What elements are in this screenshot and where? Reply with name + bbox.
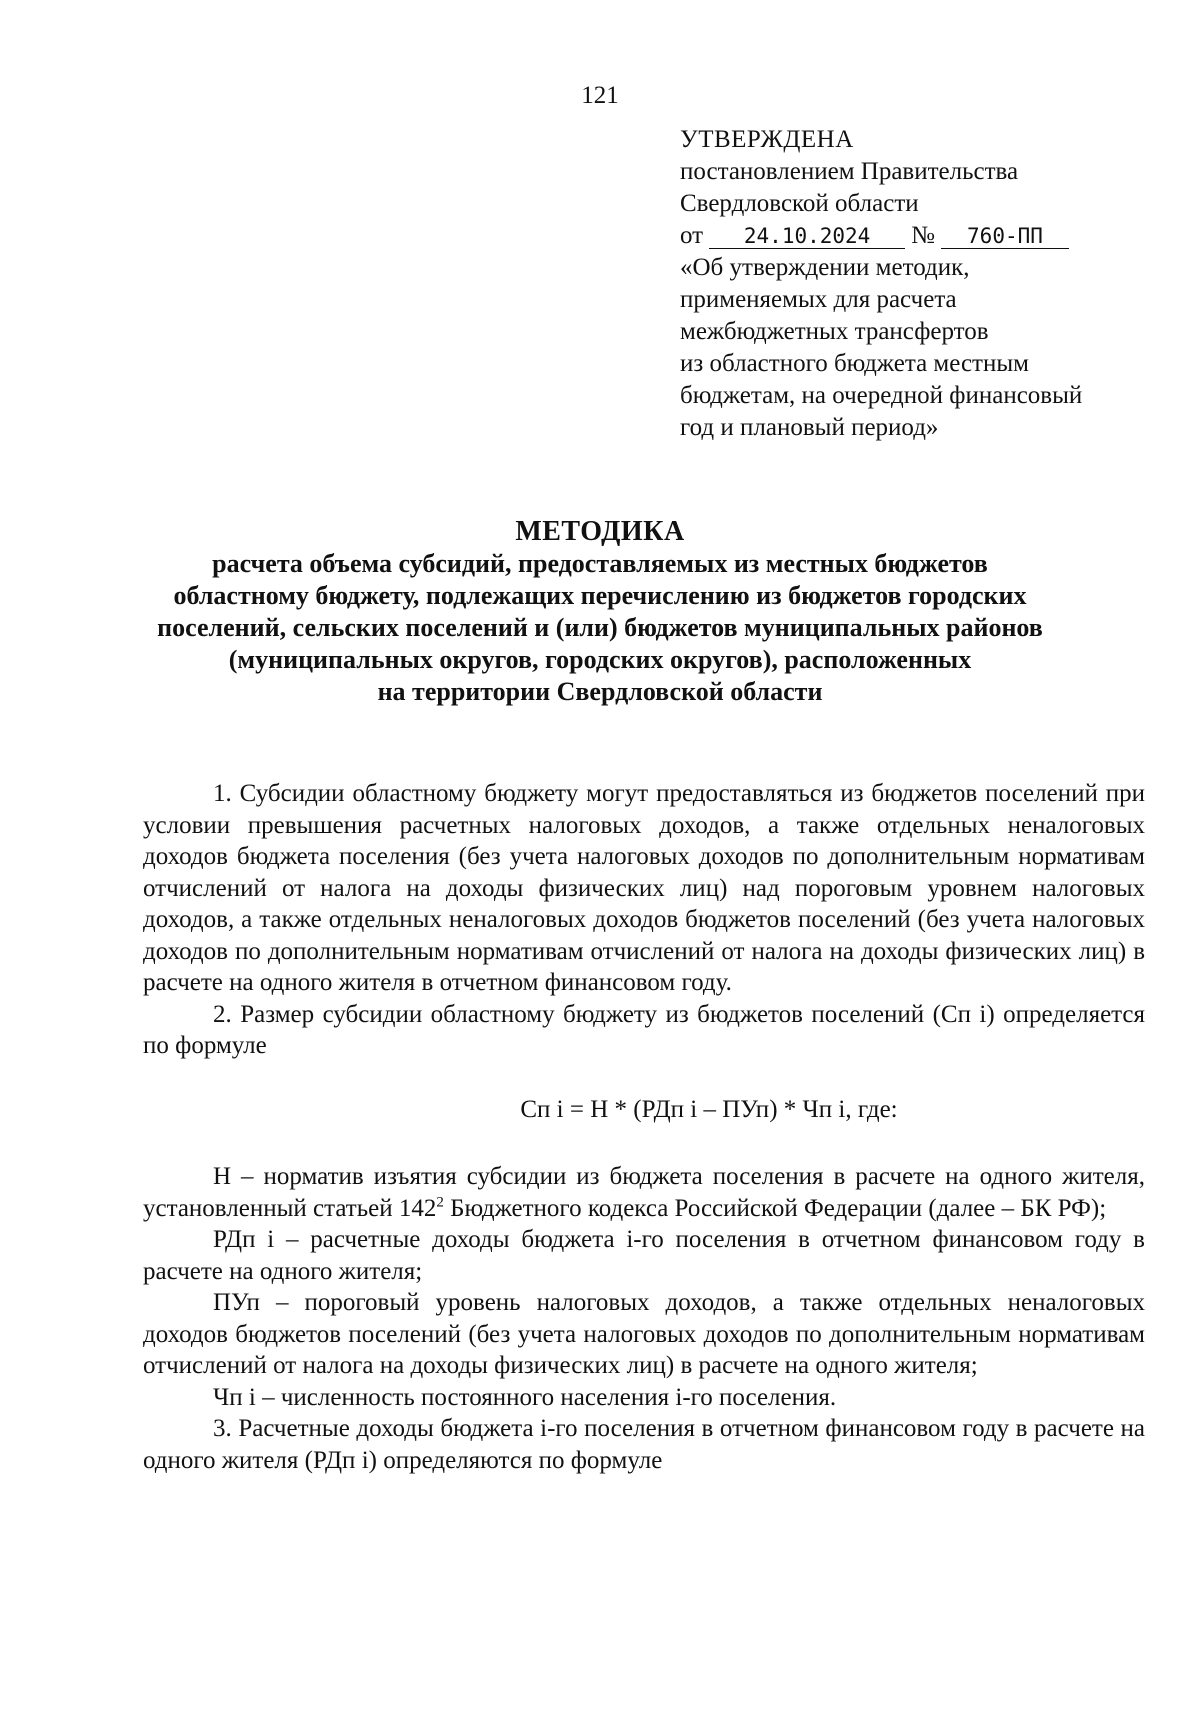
number-sign: № <box>911 222 935 249</box>
approval-date: 24.10.2024 <box>709 224 905 249</box>
paragraph-3 <box>143 1161 1145 1224</box>
paragraph-5: ПУп – пороговый уровень налоговых доходов, а также отдельных неналоговых доходов бюджетов поселений (без учета налоговых доходов по дополнительным нормативам отчислений от налога на доходы физических лиц) в расчете на одного жителя; <box>143 1289 1145 1379</box>
resolution-title-line-3: межбюджетных трансфертов <box>680 318 989 345</box>
title-subline-5: на территории Свердловской области <box>377 677 823 706</box>
paragraph-1: 1. Субсидии областному бюджету могут предоставляться из бюджетов поселений при условии превышения расчетных налоговых доходов, а также отдельных неналоговых доходов бюджета поселения (без учета налоговых доходов по дополнительным нормативам отчислений от налога на доходы физических лиц) над пороговым уровнем налоговых доходов, а также отдельных неналоговых доходов бюджетов поселений (без учета налоговых доходов по дополнительным нормативам отчислений от налога на доходы физических лиц) в расчете на одного жителя в отчетном финансовом году. <box>143 780 1145 996</box>
approval-date-line <box>680 220 1150 252</box>
approval-line-2: Свердловской области <box>680 190 919 217</box>
paragraph-4: РДп i – расчетные доходы бюджета i-го поселения в отчетном финансовом году в расчете на одного жителя; <box>143 1226 1145 1285</box>
paragraph-3-superscript: 2 <box>436 1194 444 1211</box>
resolution-title-line-2: применяемых для расчета <box>680 286 957 313</box>
paragraph-2: 2. Размер субсидии областному бюджету из бюджетов поселений (Сп i) определяется по формуле <box>143 1000 1145 1059</box>
approval-heading: УТВЕРЖДЕНА <box>680 126 854 153</box>
approval-block <box>680 124 1150 444</box>
title-subline-2: областному бюджету, подлежащих перечислению из бюджетов городских <box>173 581 1027 610</box>
resolution-title-line-6: год и плановый период» <box>680 414 939 441</box>
title-subline-3: поселений, сельских поселений и (или) бюджетов муниципальных районов <box>157 613 1043 642</box>
title-main: МЕТОДИКА <box>515 516 685 547</box>
paragraph-7: 3. Расчетные доходы бюджета i-го поселения в отчетном финансовом году в расчете на одного жителя (РДп i) определяются по формуле <box>143 1415 1145 1474</box>
resolution-title-line-1: «Об утверждении методик, <box>680 254 970 281</box>
document-body <box>143 778 1145 1476</box>
paragraph-3-text-before: Н – норматив изъятия субсидии из бюджета поселения в расчете на одного жителя, установленный статьей 142 <box>143 1163 1145 1222</box>
title-subline-1: расчета объема субсидий, предоставляемых из местных бюджетов <box>212 549 988 578</box>
document-title <box>120 516 1080 708</box>
date-prefix: от <box>680 222 704 249</box>
formula: Сп i = Н * (РДп i – ПУп) * Чп i, где: <box>520 1095 898 1123</box>
resolution-title-line-4: из областного бюджета местным <box>680 350 1029 377</box>
approval-line-1: постановлением Правительства <box>680 158 1019 185</box>
paragraph-6: Чп i – численность постоянного населения i-го поселения. <box>213 1383 837 1411</box>
title-subline-4: (муниципальных округов, городских округов), расположенных <box>228 645 972 674</box>
paragraph-3-text-after: Бюджетного кодекса Российской Федерации (далее – БК РФ); <box>443 1194 1107 1222</box>
approval-number: 760-ПП <box>941 224 1069 249</box>
resolution-title-line-5: бюджетам, на очередной финансовый <box>680 382 1083 409</box>
page-number: 121 <box>581 82 619 109</box>
